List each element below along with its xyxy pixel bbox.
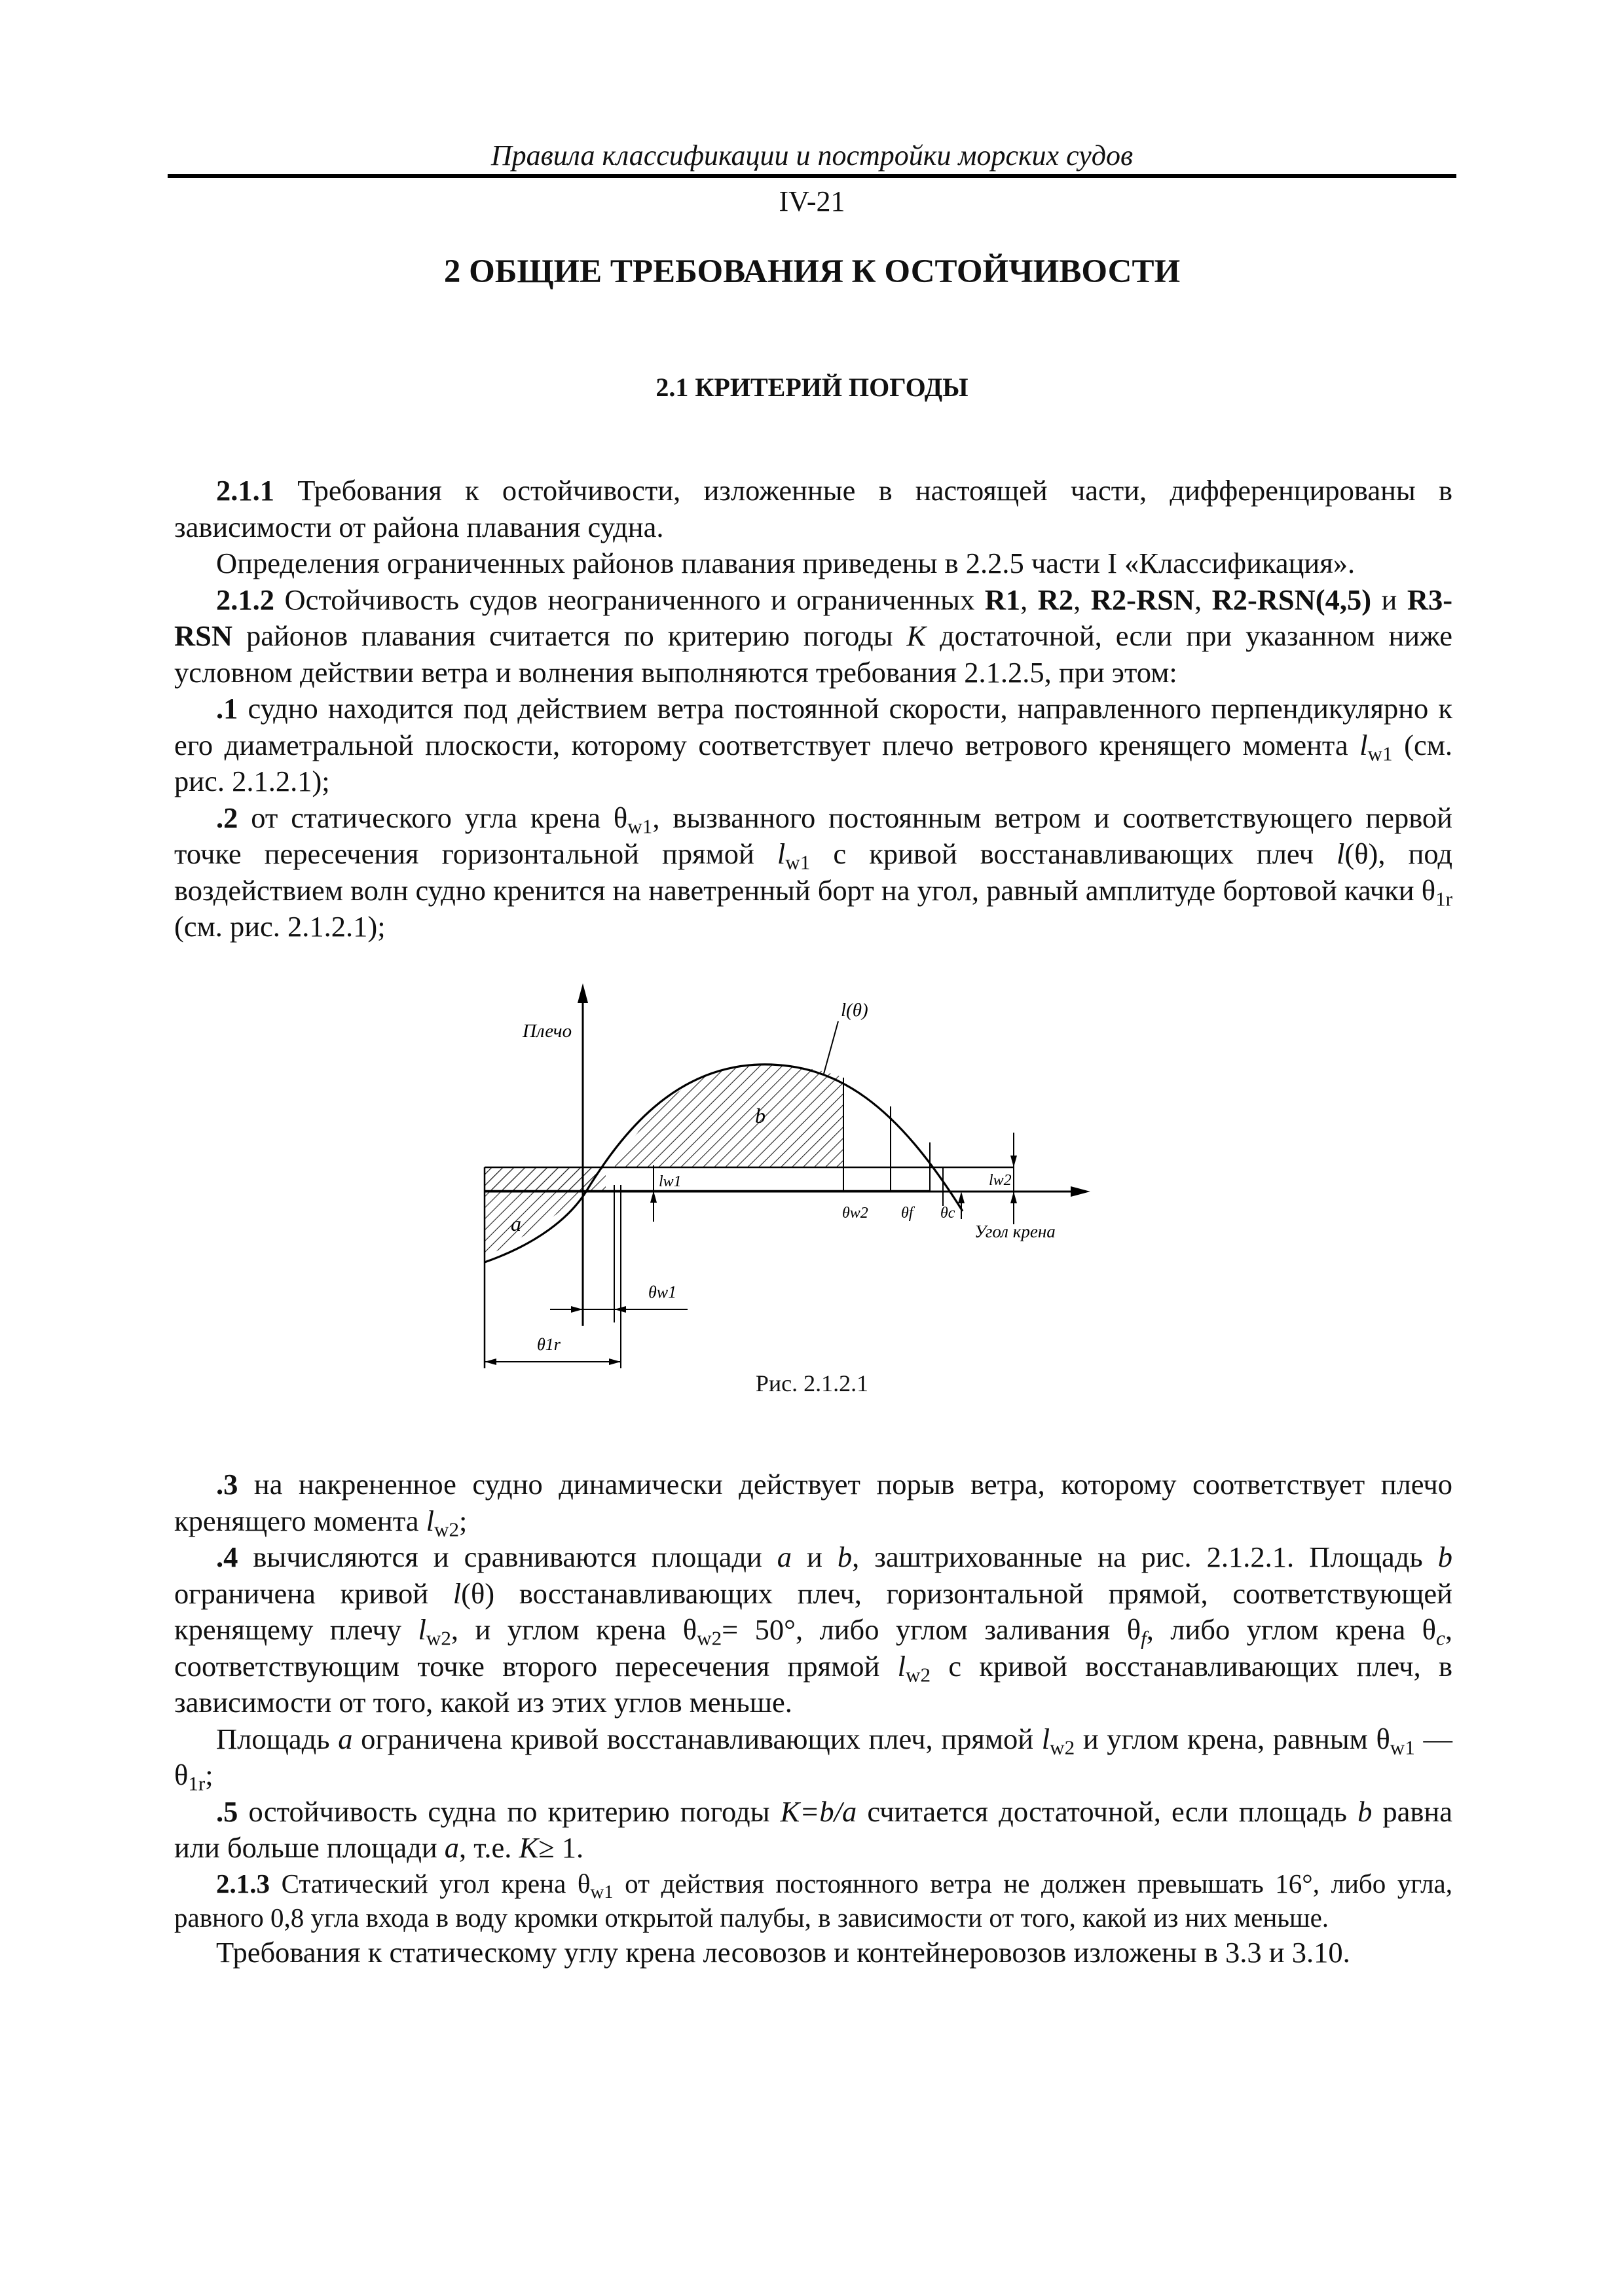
area-a-label: a — [511, 1212, 521, 1235]
paragraph-area-a: Площадь a ограничена кривой восстанавливающих плеч, прямой $l_{w2}$ и углом крена, равным $\theta_{w1}$ — $\theta_{1r}$; — [174, 1722, 1453, 1795]
stability-diagram — [445, 969, 1100, 1375]
theta-1r-arrow-r — [609, 1358, 621, 1365]
curve-label: l(θ) — [841, 1000, 868, 1021]
header-rule — [168, 174, 1456, 178]
paragraph-timber-container: Требования к статическому углу крена лесовозов и контейнеровозов изложены в 3.3 и 3.10. — [216, 1935, 1350, 1969]
theta-w1-label: θw1 — [648, 1283, 677, 1302]
running-header: Правила классификации и постройки морских судов — [490, 139, 1134, 172]
theta-f-label: θf — [901, 1205, 913, 1222]
item-3: .3 на накрененное судно динамически действует порыв ветра, которому соответствует плечо кренящего момента $l_{w2}$; — [174, 1468, 1452, 1541]
curve-label-leader — [824, 1021, 838, 1074]
area-b-hatch — [614, 1065, 843, 1167]
item-2: .2 от статического угла крена $\theta_{w1}$, вызванного постоянным ветром и соответствующего первой точке пересечения горизонтальной прямой $l_{w1}$ с кривой восстанавливающих плеч l(θ), под воздействием волн судно кренится на наветренный борт на угол, равный амплитуде бортовой качки $\theta_{1r}$ (см. рис. 2.1.2.1); — [174, 801, 1453, 943]
item-5: .5 остойчивость судна по критерию погоды K=b/a считается достаточной, если площадь b равна или больше площади a, т.е. K≥ 1. — [174, 1795, 1453, 1864]
lw2-arrow-up — [1010, 1192, 1017, 1203]
figure-caption: Рис. 2.1.2.1 — [755, 1370, 869, 1396]
y-axis-label: Плечо — [523, 1021, 572, 1042]
area-b-label: b — [755, 1104, 766, 1127]
paragraph-2-1-2: 2.1.2 Остойчивость судов неограниченного и ограниченных R1, R2, R2-RSN, R2-RSN(4,5) и R3-RSN районов плавания считается по критерию погоды K достаточной, если при указанном ниже условном действии ветра и волнения выполняются требования 2.1.2.5, при этом: — [174, 583, 1453, 689]
section-title: 2 ОБЩИЕ ТРЕБОВАНИЯ К ОСТОЙЧИВОСТИ — [443, 253, 1181, 290]
page-number: IV-21 — [779, 185, 845, 217]
section-subtitle: 2.1 КРИТЕРИЙ ПОГОДЫ — [655, 373, 969, 402]
theta-1r-arrow-l — [485, 1358, 496, 1365]
lw1-label: lw1 — [659, 1173, 682, 1190]
y-axis-arrow — [578, 983, 588, 1003]
body-text-bottom — [174, 1467, 1452, 1971]
lw2-label: lw2 — [989, 1172, 1012, 1189]
figure-2-1-2-1 — [445, 969, 1100, 1375]
body-text-top — [174, 473, 1452, 945]
paragraph-2-1-3: 2.1.3 Статический угол крена $\theta_{w1}$ от действия постоянного ветра не должен превышать 16°, либо угла, равного 0,8 угла входа в воду кромки открытой палубы, в зависимости от того, какой из них меньше. — [174, 1868, 1453, 1933]
x-axis-arrow — [1071, 1186, 1090, 1197]
theta-w1-arrow-l — [571, 1306, 583, 1313]
x-axis-label: Угол крена — [974, 1222, 1056, 1241]
lw2-arrow-down — [1010, 1156, 1017, 1167]
item-1: .1 судно находится под действием ветра постоянной скорости, направленного перпендикулярно к его диаметральной плоскости, которому соответствует плечо ветрового кренящего момента $l_{w1}$ (см. рис. 2.1.2.1); — [174, 692, 1452, 797]
lw1-arrow-up — [650, 1191, 657, 1203]
theta-c-arrow — [958, 1192, 965, 1203]
theta-w2-label: θw2 — [842, 1205, 868, 1222]
theta-1r-label: θ1r — [537, 1335, 561, 1354]
paragraph-definitions: Определения ограниченных районов плавания приведены в 2.2.5 части I «Классификация». — [216, 547, 1356, 579]
paragraph-2-1-1: 2.1.1 Требования к остойчивости, изложенные в настоящей части, дифференцированы в зависимости от района плавания судна. — [174, 474, 1452, 543]
item-4: .4 вычисляются и сравниваются площади a и b, заштрихованные на рис. 2.1.2.1. Площадь b ограничена кривой l(θ) восстанавливающих плеч, горизонтальной прямой, соответствующей кренящему плечу $l_{w2}$, и углом крена $\theta_{w2}= 50^\circ$, либо углом заливания $\theta_f$, либо углом крена $\theta_c$, соответствующим точке второго пересечения прямой $l_{w2}$ с кривой восстанавливающих плеч, в зависимости от того, какой из этих углов меньше. — [174, 1540, 1452, 1719]
theta-c-label: θc — [940, 1205, 955, 1222]
